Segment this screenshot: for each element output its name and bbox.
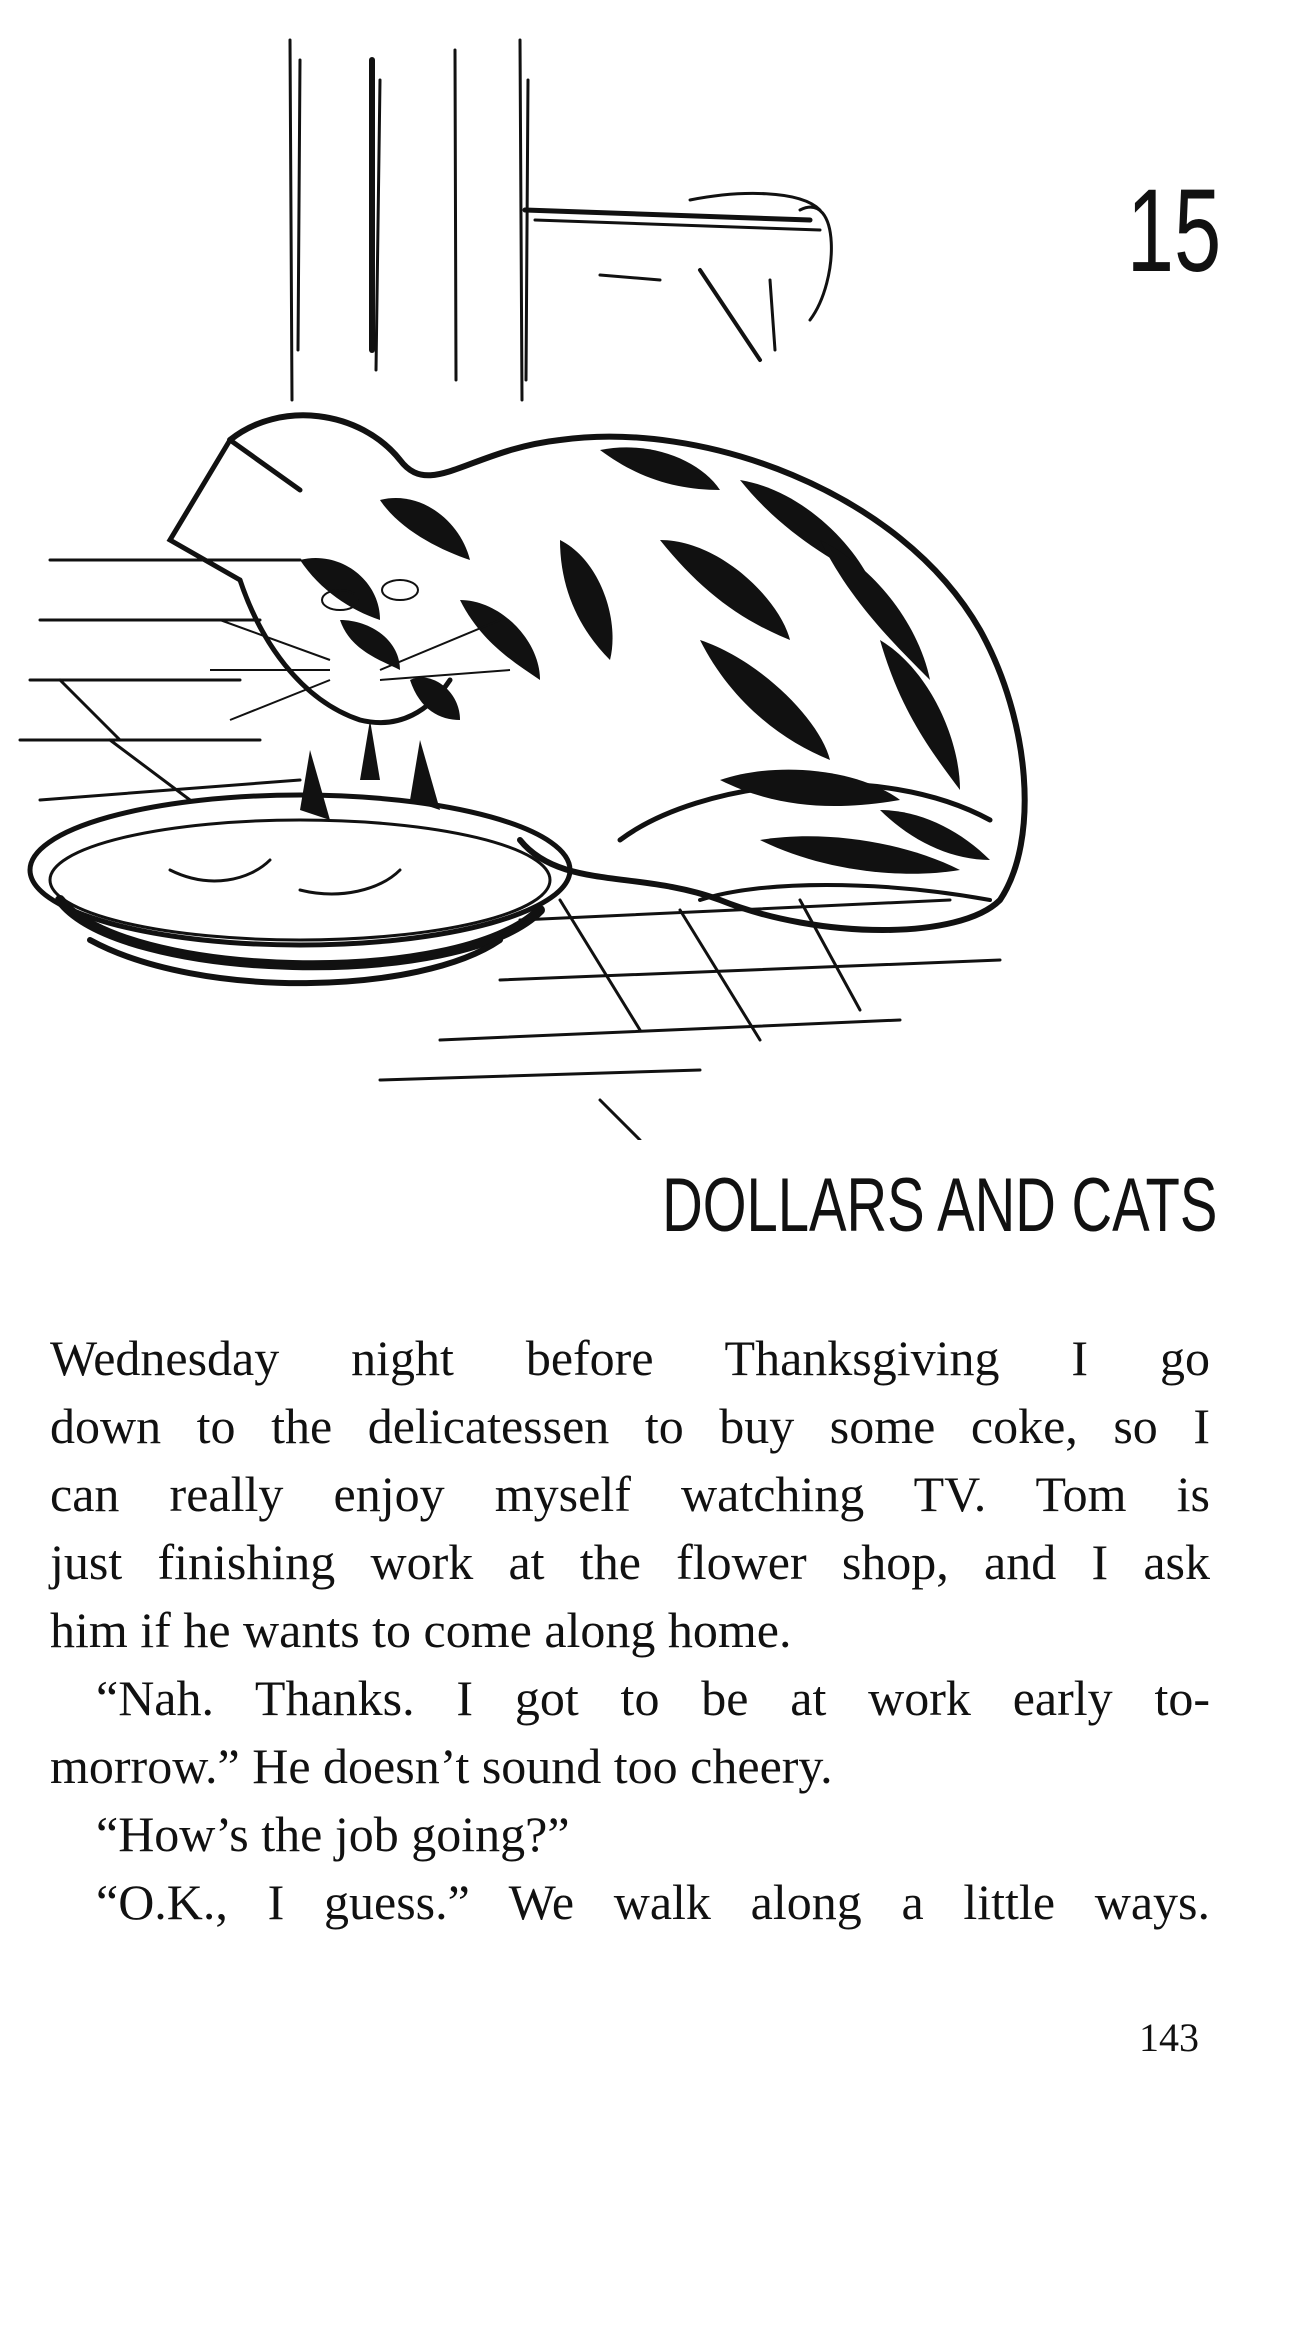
cat-eating-from-dish-illustration xyxy=(0,20,1060,1140)
text-line: just finishing work at the flower shop, and I ask xyxy=(50,1534,1210,1590)
text-line: him if he wants to come along home. xyxy=(50,1602,792,1658)
chapter-number: 15 xyxy=(1126,165,1221,297)
page-number: 143 xyxy=(1139,2015,1199,2060)
text-line: “O.K., I guess.” We walk along a little ways. xyxy=(96,1874,1210,1930)
text-line: can really enjoy myself watching TV. Tom is xyxy=(50,1466,1210,1522)
text-line: “Nah. Thanks. I got to be at work early to- xyxy=(96,1670,1210,1726)
text-line: “How’s the job going?” xyxy=(96,1806,570,1862)
chapter-title: DOLLARS AND CATS xyxy=(661,1163,1217,1248)
text-line: Wednesday night before Thanksgiving I go xyxy=(50,1330,1210,1386)
text-line: down to the delicatessen to buy some coke, so I xyxy=(50,1398,1210,1454)
text-line: morrow.” He doesn’t sound too cheery. xyxy=(50,1738,833,1794)
chapter-body-text xyxy=(50,1324,1210,1936)
